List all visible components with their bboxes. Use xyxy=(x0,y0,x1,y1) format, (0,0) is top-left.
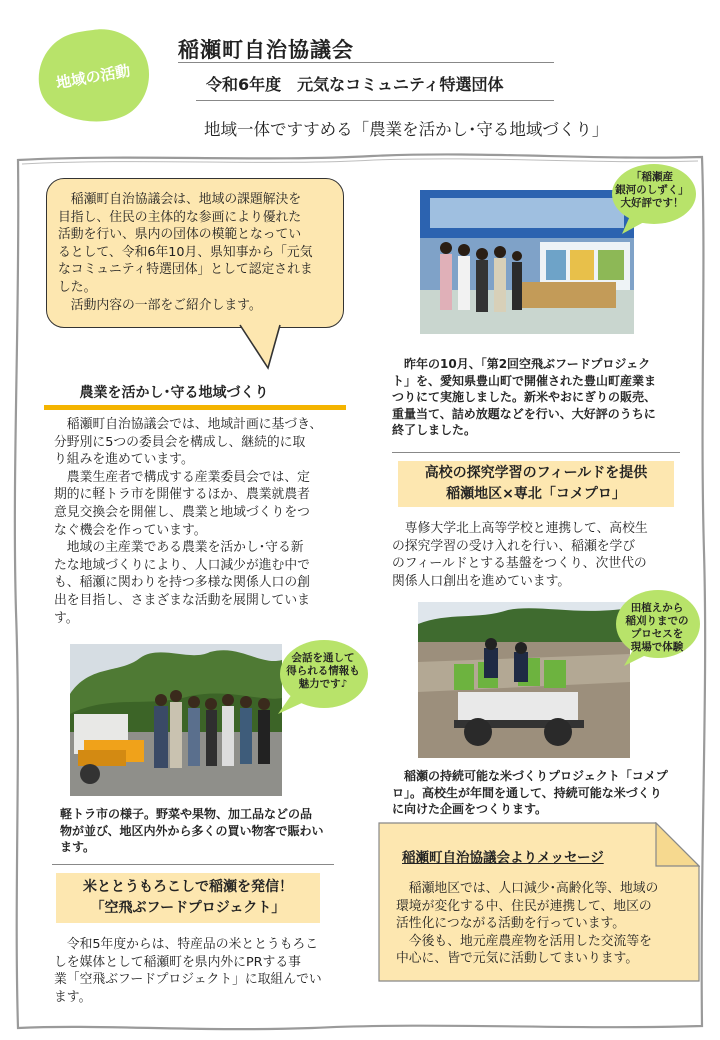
fair-photo xyxy=(420,190,634,334)
message-text: 稲瀬地区では、人口減少･高齢化等、地域の 環境が変化する中、住民が連携して、地区の 活性化につながる活動を行っています。 今後も、地元産農産物を活用した交流等を 中心に、皆で元気に活動してまいります。 xyxy=(396,881,659,967)
rice-heading-box xyxy=(56,873,320,923)
badge-blob xyxy=(34,26,152,122)
badge-label: 地域の活動 xyxy=(54,61,132,93)
rice-planting-caption: 稲瀬の持続可能な米づくりプロジェクト「コメプ ロ」。高校生が年間を通して、持続可能な米づくり に向けた企画をつくります。 xyxy=(392,769,668,816)
rice-heading-line1: 米ととうもろこしで稲瀬を発信！ xyxy=(83,879,293,895)
school-heading-line1: 高校の探究学習のフィールドを提供 xyxy=(424,465,648,481)
intro-bubble-tail xyxy=(236,324,286,370)
school-bubble-text: 田植えから 稲刈りまでの プロセスを 現場で体験 xyxy=(625,602,689,653)
market-caption: 軽トラ市の様子。野菜や果物、加工品などの品 物が並び、地区内外から多くの買い物客で賑わい ます。 xyxy=(60,807,324,854)
school-body: 専修大学北上高等学校と連携して、高校生 の探究学習の受け入れを行い、稲瀬を学び のフィールドとする基盤をつくり、次世代の 関係人口創出を進めています。 xyxy=(392,521,648,589)
slogan: 地域一体ですすめる「農業を活かし･守る地域づくり」 xyxy=(204,120,609,139)
rice-planting-photo xyxy=(418,602,630,758)
school-top-rule xyxy=(392,452,680,453)
school-heading-box xyxy=(398,461,674,507)
org-title: 稲瀬町自治協議会 xyxy=(178,38,354,62)
fair-caption: 昨年の10月、「第2回空飛ぶフードプロジェク ト」を、愛知県豊山町で開催された豊山町産業ま つりにて実施しました。新米やおにぎりの販売、 重量当て、詰め放題などを行い、大好評のうちに 終了しました。 xyxy=(392,357,657,437)
farm-bubble-text: 会話を通して 得られる情報も 魅力です♪ xyxy=(286,652,360,690)
farm-heading: 農業を活かし･守る地域づくり xyxy=(79,385,269,401)
subtitle-underline xyxy=(196,100,554,101)
school-heading-line2: 稲瀬地区×専北「コメプロ」 xyxy=(446,486,626,502)
rice-heading-line2: 「空飛ぶフードプロジェクト」 xyxy=(90,900,286,916)
fair-bubble-text: 「稲瀬産 銀河のしずく」 大好評です！ xyxy=(615,171,689,209)
farm-heading-bar xyxy=(44,405,346,410)
market-photo xyxy=(70,644,282,796)
farm-body: 稲瀬町自治協議会では、地域計画に基づき、 分野別に5つの委員会を構成し、継続的に取 り組みを進めています。 農業生産者で構成する産業委員会では、定 期的に軽トラ市を開催するほか、農業就農者 意見交換会を開催し、農業と地域づくりをつ なぐ機会を作っています。 地域の主産業である農業を活かし･守る新 たな地域づくりにより、人口減少が進む中で も、稲瀬に関わりを持つ多様な関係人口の創 出を目指し、さまざまな活動を展開していま す。 xyxy=(54,417,323,626)
rice-top-rule xyxy=(52,864,334,865)
rice-body: 令和5年度からは、特産品の米ととうもろこ しを媒体として稲瀬町を県内外にPRする事 業「空飛ぶフードプロジェクト」に取組んでい ます。 xyxy=(54,937,322,1005)
intro-text: 稲瀬町自治協議会は、地域の課題解決を 目指し、住民の主体的な参画により優れた 活動を行い、県内の団体の模範となってい るとして、令和6年10月、県知事から「元気 なコミュニティ特選団体」として認定されま した。 活動内容の一部をご紹介します。 xyxy=(58,192,313,313)
title-underline xyxy=(178,62,554,63)
subtitle: 令和6年度 元気なコミュニティ特選団体 xyxy=(206,75,504,94)
message-title: 稲瀬町自治協議会よりメッセージ xyxy=(402,850,604,866)
